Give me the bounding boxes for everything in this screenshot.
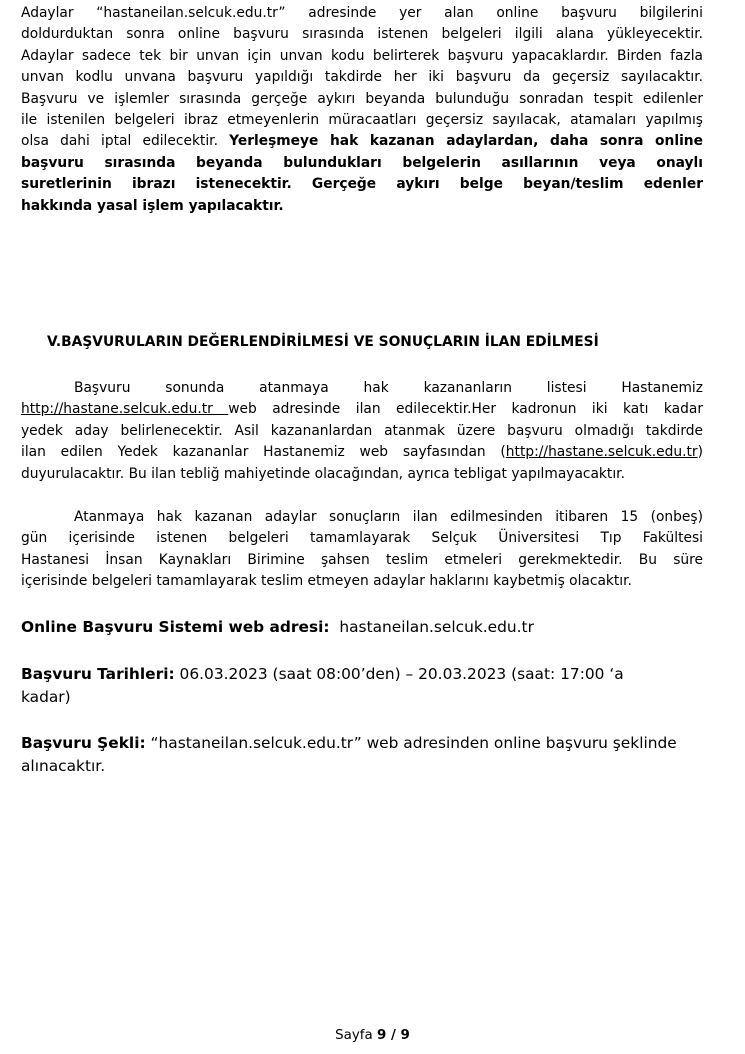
hospital-website-link[interactable]: http://hastane.selcuk.edu.tr xyxy=(505,444,698,461)
paragraph-line: unvan kodlu unvana başvuru yapıldığı takdirde her iki başvuru da geçersiz sayılacaktır. xyxy=(21,69,703,86)
paragraph-line: yedek aday belirlenecektir. Asil kazananlardan atanmak üzere başvuru olmadığı takdirde xyxy=(21,422,703,439)
paragraph-line-mixed xyxy=(21,399,703,420)
paragraph-line: Hastanesi İnsan Kaynakları Birimine şahsen teslim etmeleri gerekmektedir. Bu süre xyxy=(21,551,703,568)
online-system-value: hastaneilan.selcuk.edu.tr xyxy=(339,618,534,636)
method-value-continued: alınacaktır. xyxy=(21,757,106,775)
paragraph-text: ilan edilen Yedek kazananlar Hastanemiz web sayfasından ( xyxy=(21,444,506,461)
paragraph-line-mixed xyxy=(21,131,703,152)
paragraph-line: Adaylar “hastaneilan.selcuk.edu.tr” adresinde yer alan online başvuru bilgilerini xyxy=(21,5,703,21)
online-system-address xyxy=(21,616,711,639)
method-value: “hastaneilan.selcuk.edu.tr” web adresinden online başvuru şeklinde xyxy=(150,734,677,752)
document-submission-paragraph xyxy=(21,507,703,593)
paragraph-line: Başvuru ve işlemler sırasında gerçeğe aykırı beyanda bulunduğu sonradan tespit edilenler xyxy=(21,90,703,107)
method-label: Başvuru Şekli: xyxy=(21,734,146,752)
paragraph-line-mixed xyxy=(21,442,703,463)
application-dates xyxy=(21,663,711,709)
paragraph-text: olsa dahi iptal edilecektir. xyxy=(21,133,230,150)
paragraph-line: Adaylar sadece tek bir unvan için unvan kodu belirterek başvuru yapacaklardır. Birden fazla xyxy=(21,47,703,64)
paragraph-text: web adresinde ilan edilecektir.Her kadronun iki katı kadar xyxy=(228,401,703,418)
application-info-paragraph xyxy=(21,3,703,217)
paragraph-line: ile istenilen belgeleri ibraz etmeyenlerin müracaatları geçersiz sayılacak, atamaları yapılmış xyxy=(21,112,703,129)
page-footer xyxy=(0,1027,745,1045)
paragraph-text: ) xyxy=(697,444,703,461)
dates-value-continued: kadar) xyxy=(21,688,71,706)
bold-line: başvuru sırasında beyanda bulundukları belgelerin asıllarının veya onaylı xyxy=(21,154,703,171)
hospital-website-link[interactable]: http://hastane.selcuk.edu.tr xyxy=(21,401,229,418)
paragraph-line: Atanmaya hak kazanan adaylar sonuçların ilan edilmesinden itibaren 15 (onbeş) xyxy=(74,509,703,525)
bold-line: suretlerinin ibrazı istenecektir. Gerçeğe aykırı belge beyan/teslim edenler xyxy=(21,176,703,193)
section-heading: V.BAŞVURULARIN DEĞERLENDİRİLMESİ VE SONUÇLARIN İLAN EDİLMESİ xyxy=(47,334,599,350)
paragraph-line: içerisinde belgeleri tamamlayarak teslim etmeyen adaylar haklarını kaybetmiş olacaktır. xyxy=(21,573,632,590)
online-system-label: Online Başvuru Sistemi web adresi: xyxy=(21,618,330,636)
results-announcement-paragraph xyxy=(21,378,703,485)
bold-line: hakkında yasal işlem yapılacaktır. xyxy=(21,197,284,214)
paragraph-line: Başvuru sonunda atanmaya hak kazananların listesi Hastanemiz xyxy=(74,380,703,396)
paragraph-line: duyurulacaktır. Bu ilan tebliğ mahiyetinde olacağından, ayrıca tebligat yapılmayacaktır. xyxy=(21,465,625,482)
page-number: 9 / 9 xyxy=(376,1028,410,1043)
paragraph-line: doldurduktan sonra online başvuru sırasında istenen belgeleri ilgili alana yükleyecektir. xyxy=(21,26,703,43)
application-method xyxy=(21,732,711,778)
bold-text: Yerleşmeye hak kazanan adaylardan, daha sonra online xyxy=(229,133,703,150)
paragraph-line: gün içerisinde istenen belgeleri tamamlayarak Selçuk Üniversitesi Tıp Fakültesi xyxy=(21,530,703,547)
dates-label: Başvuru Tarihleri: xyxy=(21,665,175,683)
dates-value: 06.03.2023 (saat 08:00’den) – 20.03.2023 (saat: 17:00 ‘a xyxy=(179,665,624,683)
page-label: Sayfa xyxy=(335,1028,377,1043)
